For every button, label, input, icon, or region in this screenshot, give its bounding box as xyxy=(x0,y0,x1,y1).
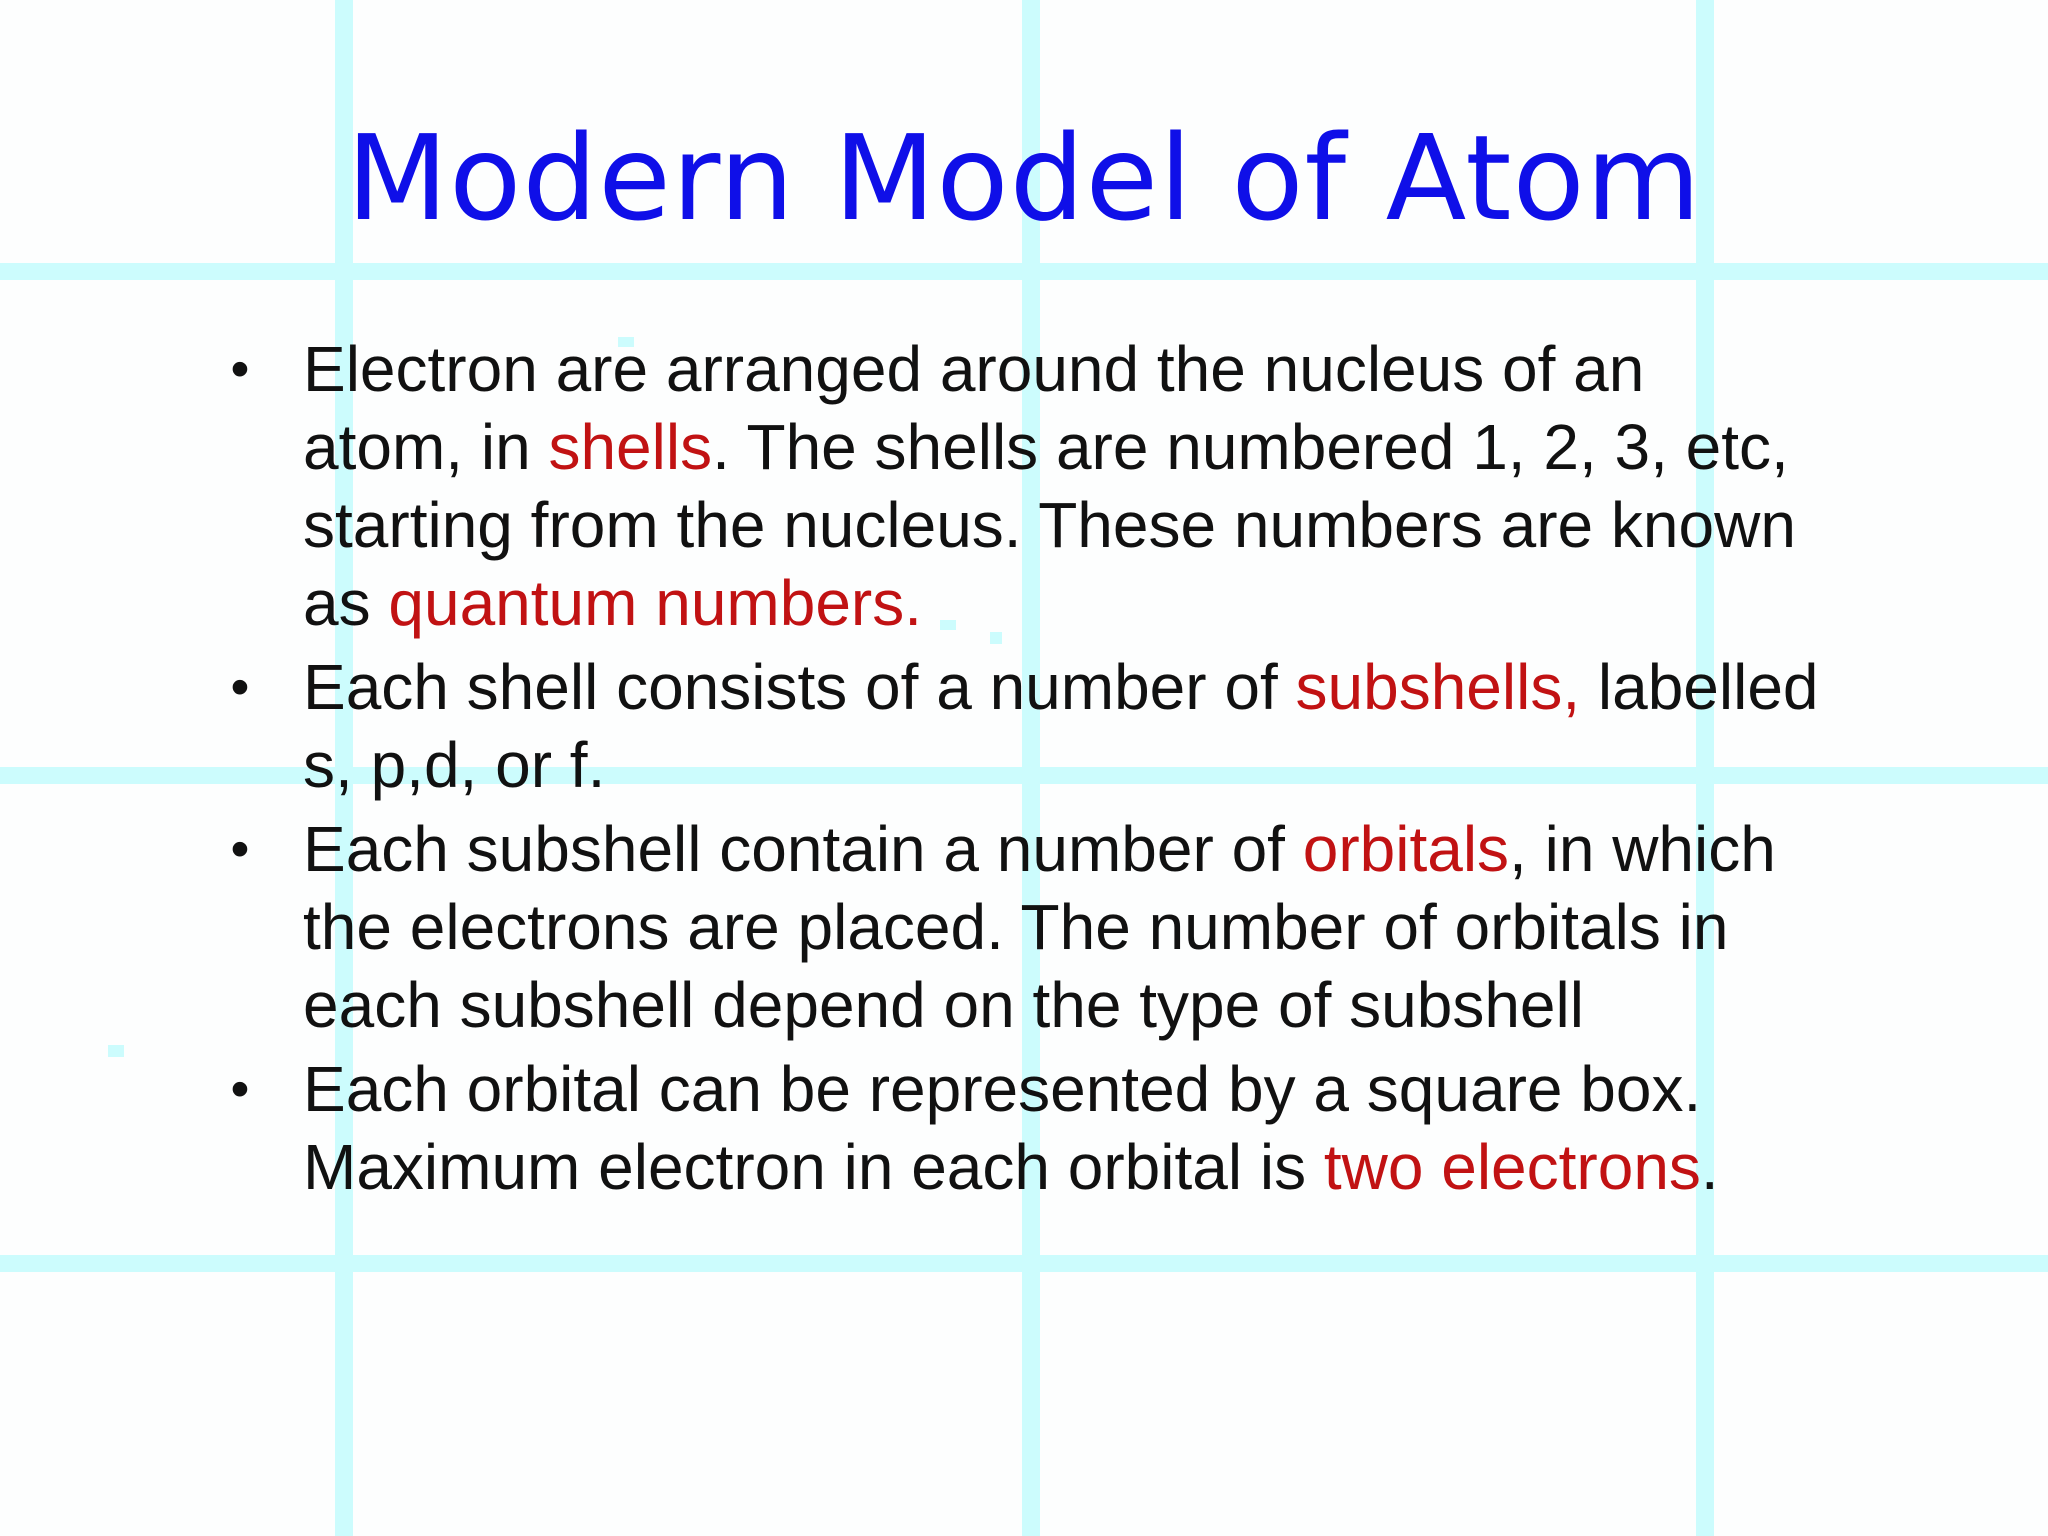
bullet-list xyxy=(220,330,1820,1212)
grid-line-horizontal xyxy=(0,263,2048,280)
text-segment: Each shell consists of a number of xyxy=(303,651,1296,723)
bullet-dot-icon: • xyxy=(230,1059,250,1119)
highlight-term: quantum numbers. xyxy=(388,567,922,639)
bullet-text xyxy=(303,1053,1719,1203)
bullet-text xyxy=(303,333,1796,639)
highlight-term: orbitals xyxy=(1302,813,1510,885)
bullet-text xyxy=(303,813,1776,1041)
bullet-dot-icon: • xyxy=(230,819,250,879)
bullet-dot-icon: • xyxy=(230,657,250,717)
text-segment: Each subshell contain a number of xyxy=(303,813,1303,885)
background-speck xyxy=(108,1045,124,1057)
bullet-text xyxy=(303,651,1819,801)
bullet-item xyxy=(220,1050,1820,1206)
bullet-item xyxy=(220,810,1820,1044)
text-segment: . xyxy=(1700,1131,1719,1203)
bullet-item xyxy=(220,648,1820,804)
highlight-term: subshells, xyxy=(1295,651,1581,723)
bullet-item xyxy=(220,330,1820,642)
slide-title: Modern Model of Atom xyxy=(346,109,1702,247)
bullet-dot-icon: • xyxy=(230,339,250,399)
text-segment: . The shells are numbered 1, 2, 3, etc, starting from the nucleus. These numbers are known as xyxy=(303,411,1796,639)
text-segment: Electron are arranged around the nucleus of an atom, in xyxy=(303,333,1645,483)
text-segment: Each orbital can be represented by a square box. Maximum electron in each orbital is xyxy=(303,1053,1702,1203)
text-segment: , in which the electrons are placed. The number of orbitals in each subshell depend on the type of subshell xyxy=(303,813,1776,1041)
grid-line-horizontal xyxy=(0,1255,2048,1272)
highlight-term: shells xyxy=(548,411,713,483)
text-segment: labelled s, p,d, or f. xyxy=(303,651,1819,801)
highlight-term: two electrons xyxy=(1323,1131,1701,1203)
